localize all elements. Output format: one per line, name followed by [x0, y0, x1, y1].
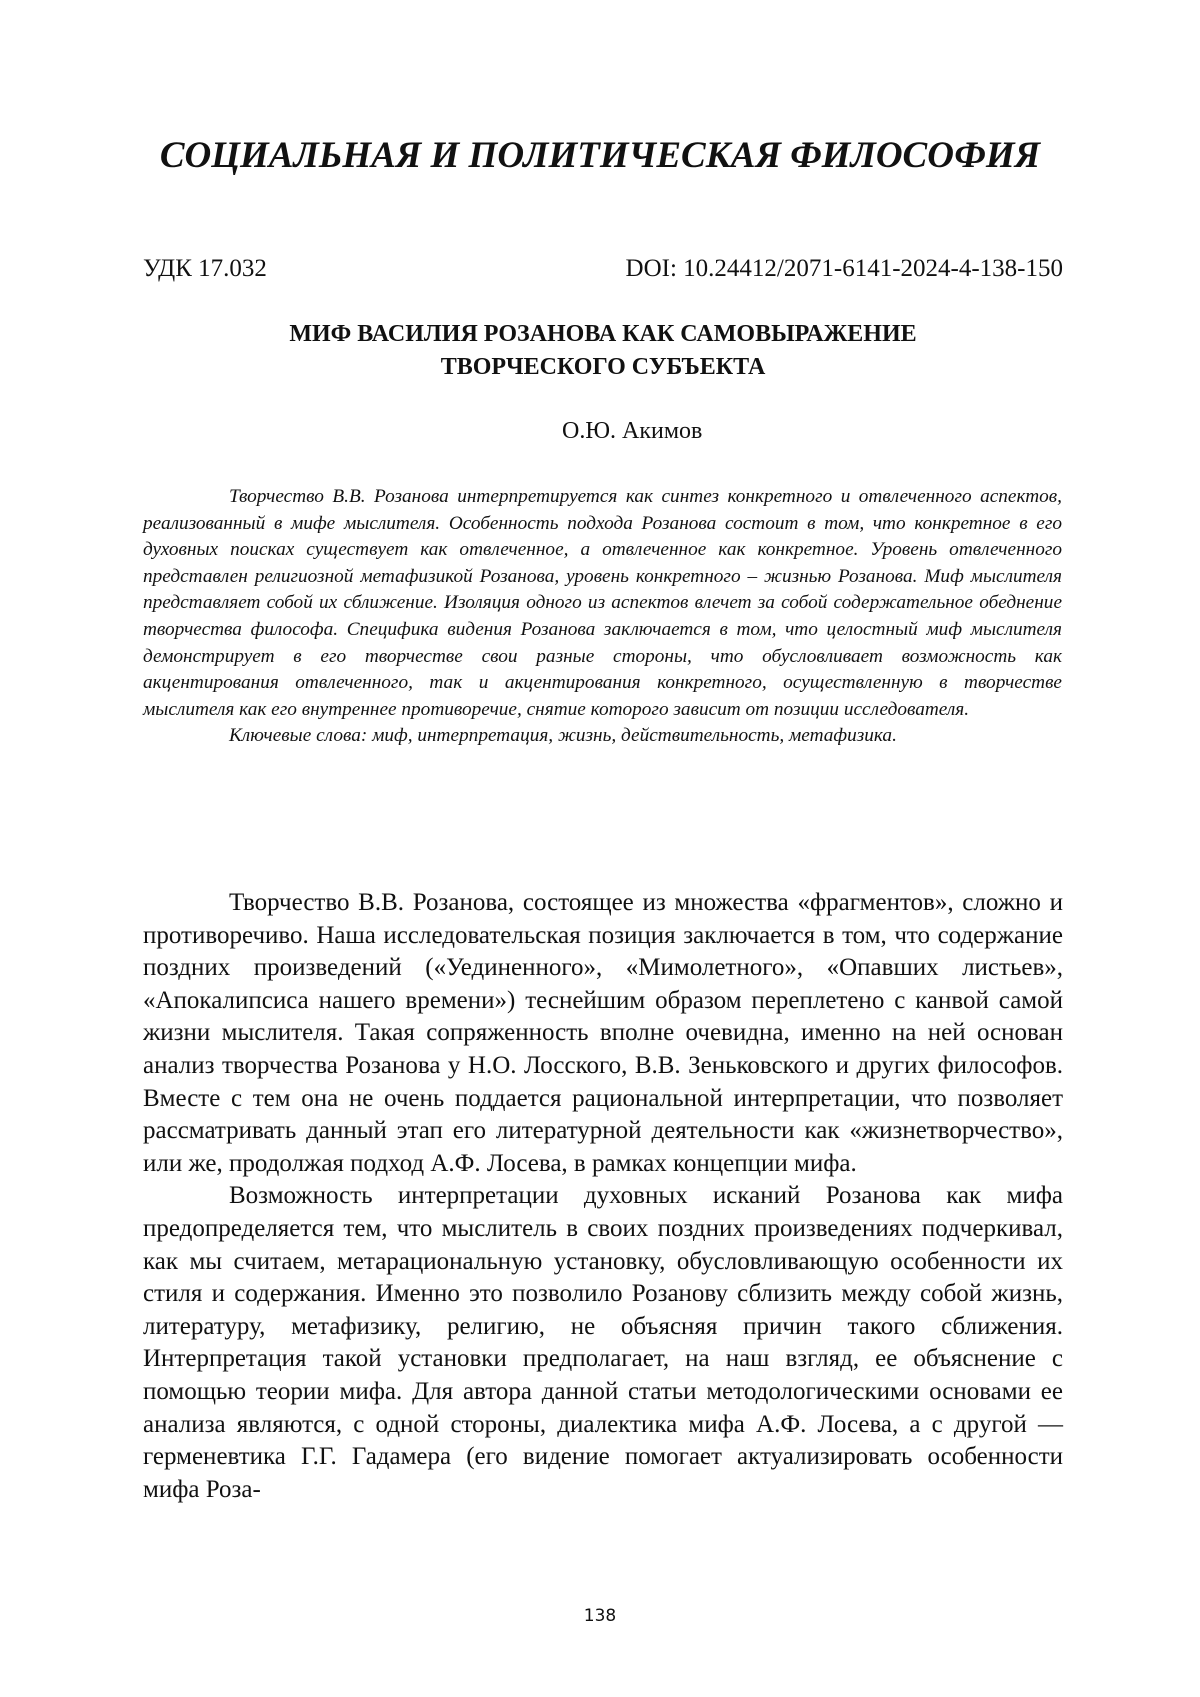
udc-code: УДК 17.032: [143, 255, 267, 282]
body-paragraph: Творчество В.В. Розанова, состоящее из множества «фрагментов», сложно и противоречиво. Наша исследовательская позиция заключается в том, что содержание поздних произведений («Уединенного», «Мимолетного», «Опавших листьев», «Апокалипсиса нашего времени») теснейшим образом переплетено с канвой самой жизни мыслителя. Такая сопряженность вполне очевидна, именно на ней основан анализ творчества Розанова у Н.О. Лосского, В.В. Зеньковского и других философов. Вместе с тем она не очень поддается рациональной интерпретации, что позволяет рассматривать данный этап его литературной деятельности как «жизнетворчество», или же, продолжая подход А.Ф. Лосева, в рамках концепции мифа.: [143, 889, 1063, 1177]
body-paragraph: Возможность интерпретации духовных исканий Розанова как мифа предопределяется тем, что мыслитель в своих поздних произведениях подчеркивал, как мы считаем, метарациональную установку, обусловливающую особенности их стиля и содержания. Именно это позволило Розанову сблизить между собой жизнь, литературу, метафизику, религию, не объясняя причин такого сближения. Интерпретация такой установки предполагает, на наш взгляд, ее объяснение с помощью теории мифа. Для автора данной статьи методологическими основами ее анализа являются, с одной стороны, диалектика мифа А.Ф. Лосева, а с другой — герменевтика Г.Г. Гадамера (его видение помогает актуализировать особенности мифа Роза-: [143, 1182, 1063, 1503]
article-title-line-1: МИФ ВАСИЛИЯ РОЗАНОВА КАК САМОВЫРАЖЕНИЕ: [289, 321, 917, 347]
abstract: [143, 484, 1062, 750]
article-title: [143, 318, 1063, 384]
article-title-line-2: ТВОРЧЕСКОГО СУБЪЕКТА: [440, 354, 766, 380]
article-body: [143, 887, 1063, 1506]
abstract-text: Творчество В.В. Розанова интерпретируется как синтез конкретного и отвлеченного аспектов, реализованный в мифе мыслителя. Особенность подхода Розанова состоит в том, что конкретное в его духовных поисках существует как отвлеченное, а отвлеченное как конкретное. Уровень отвлеченного представлен религиозной метафизикой Розанова, уровень конкретного – жизнью Розанова. Миф мыслителя представляет собой их сближение. Изоляция одного из аспектов влечет за собой содержательное обеднение творчества философа. Специфика видения Розанова заключается в том, что целостный миф мыслителя демонстрирует в его творчестве свои разные стороны, что обусловливает возможность как акцентирования отвлеченного, так и акцентирования конкретного, осуществленную в творчестве мыслителя как его внутреннее противоречие, снятие которого зависит от позиции исследователя.: [143, 486, 1062, 720]
section-title: СОЦИАЛЬНАЯ И ПОЛИТИЧЕСКАЯ ФИЛОСОФИЯ: [159, 135, 1041, 176]
keywords: Ключевые слова: миф, интерпретация, жизнь, действительность, метафизика.: [229, 725, 897, 747]
author-name: О.Ю. Акимов: [562, 418, 703, 444]
doi-identifier: DOI: 10.24412/2071-6141-2024-4-138-150: [625, 255, 1063, 282]
page-number: 138: [583, 1606, 617, 1626]
